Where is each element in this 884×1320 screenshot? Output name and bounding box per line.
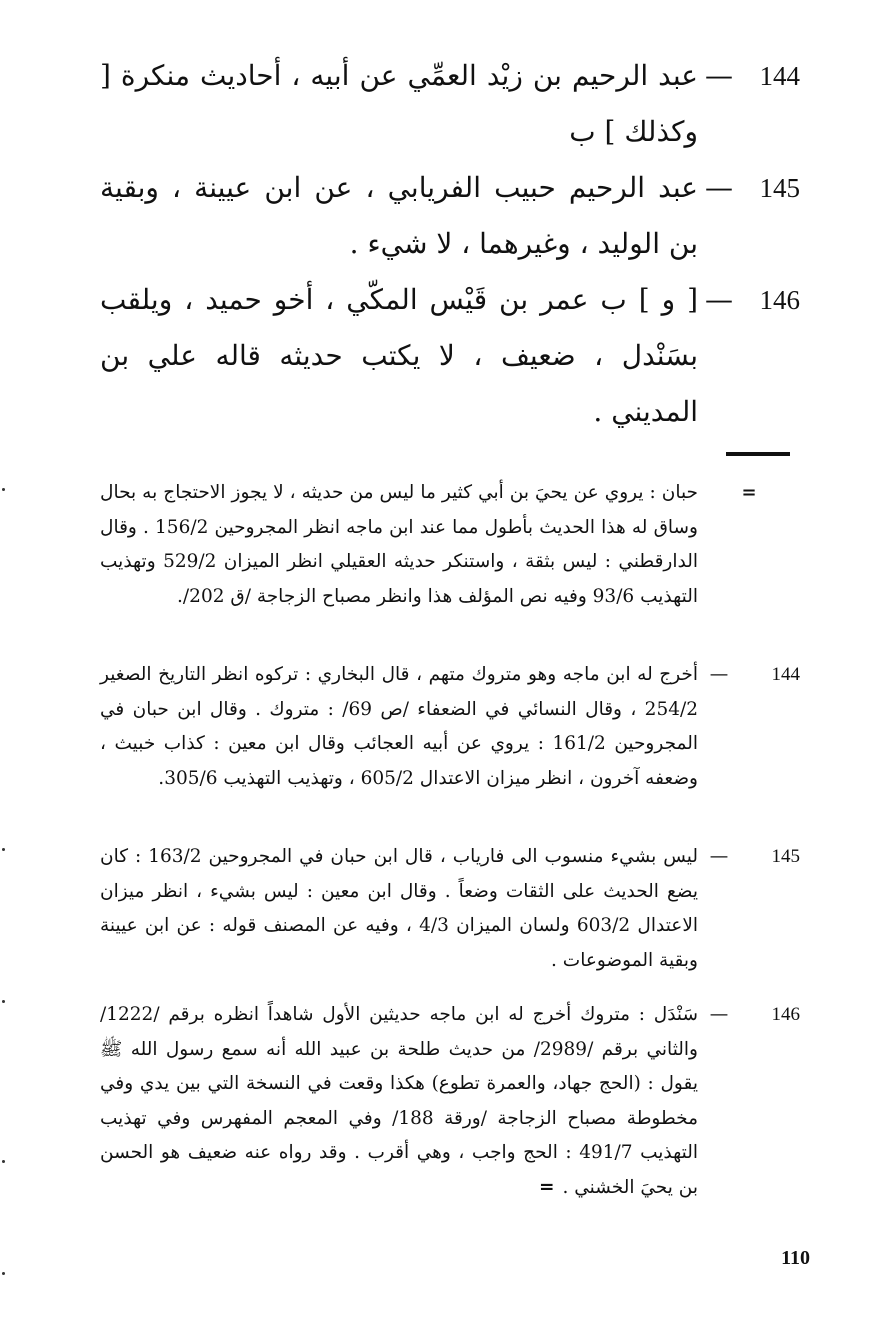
footnote-text: حبان : يروي عن يحيَ بن أبي كثير ما ليس من حديثه ، لا يجوز الاحتجاج به بحال وساق له هذا الحديث بأطول مما عند ابن ماجه انظر المجروحين 156/2 . وقال الدارقطني : ليس بثقة ، واستنكر حديثه العقيلي انظر الميزان 529/2 وتهذيب التهذيب 93/6 وفيه نص المؤلف هذا وانظر مصباح الزجاجة /ق 202/. [100, 482, 698, 607]
continuation-end-mark: = [538, 1176, 555, 1198]
footnote-dash: — [709, 846, 729, 867]
continuation-mark: = [741, 482, 757, 503]
footnote-number: 145 [771, 846, 800, 867]
entry-dash: — [705, 283, 733, 316]
footnote-text-content: سَنْدَل : متروك أخرج له ابن ماجه حديثين الأول شاهداً انظره برقم /1222/ والثاني برقم /2989/ من حديث طلحة بن عبيد الله أنه سمع رسول الله ﷺ يقول : (الحج جهاد، والعمرة تطوع) هكذا وقعت في النسخة التي بين يدي وفي مخطوطة مصباح الزجاجة /ورقة 188/ وفي المعجم المفهرس وفي تهذيب التهذيب 491/7 : الحج واجب ، وهي أقرب . وقد رواه عنه ضعيف هو الحسن بن يحيَ الخشني . [100, 1004, 699, 1198]
footnote-146 [100, 998, 800, 1205]
main-entry-144 [100, 48, 800, 160]
footnote-dash: — [709, 664, 729, 685]
main-entry-145 [100, 160, 800, 272]
scan-speck [2, 488, 5, 491]
footnote-145 [100, 840, 800, 978]
footnote-continuation [100, 476, 800, 614]
scan-speck [2, 1272, 5, 1275]
main-entry-146 [100, 272, 800, 440]
scan-speck [2, 1160, 5, 1163]
footnote-number: 146 [771, 1004, 800, 1025]
footnote-number: 144 [771, 664, 800, 685]
footnote-144 [100, 658, 800, 796]
entry-text: عبد الرحيم حبيب الفريابي ، عن ابن عيينة ، وبقية بن الوليد ، وغيرهما ، لا شيء . [100, 171, 698, 260]
scan-speck [2, 848, 5, 851]
scan-speck [2, 1000, 5, 1003]
entry-dash: — [705, 171, 733, 204]
footnote-text: أخرج له ابن ماجه وهو متروك متهم ، قال البخاري : تركوه انظر التاريخ الصغير 254/2 ، وقال النسائي في الضعفاء /ص 69/ : متروك . وقال ابن حبان في المجروحين 161/2 : يروي عن أبيه العجائب وقال ابن معين : كذاب خبيث ، وضعفه آخرون ، انظر ميزان الاعتدال 605/2 ، وتهذيب التهذيب 305/6. [100, 664, 698, 789]
entry-number: 146 [759, 285, 800, 315]
entry-number: 145 [759, 173, 800, 203]
footnote-separator [726, 452, 790, 456]
entry-number: 144 [759, 61, 800, 91]
page-number: 110 [781, 1247, 810, 1269]
entry-dash: — [705, 59, 733, 92]
footnote-text: ليس بشيء منسوب الى فارياب ، قال ابن حبان في المجروحين 163/2 : كان يضع الحديث على الثقات وضعاً . وقال ابن معين : ليس بشيء ، انظر ميزان الاعتدال 603/2 ولسان الميزان 4/3 ، وفيه عن المصنف قوله : عن ابن عيينة وبقية الموضوعات . [100, 846, 699, 971]
footnote-text [100, 998, 698, 1205]
entry-text: [ و ] ب عمر بن قَيْس المكّي ، أخو حميد ، ويلقب بسَنْدل ، ضعيف ، لا يكتب حديثه قاله علي بن المديني . [100, 283, 698, 428]
footnote-dash: — [709, 1004, 729, 1025]
entry-text: عبد الرحيم بن زيْد العمِّي عن أبيه ، أحاديث منكرة [ وكذلك ] ب [100, 59, 698, 148]
